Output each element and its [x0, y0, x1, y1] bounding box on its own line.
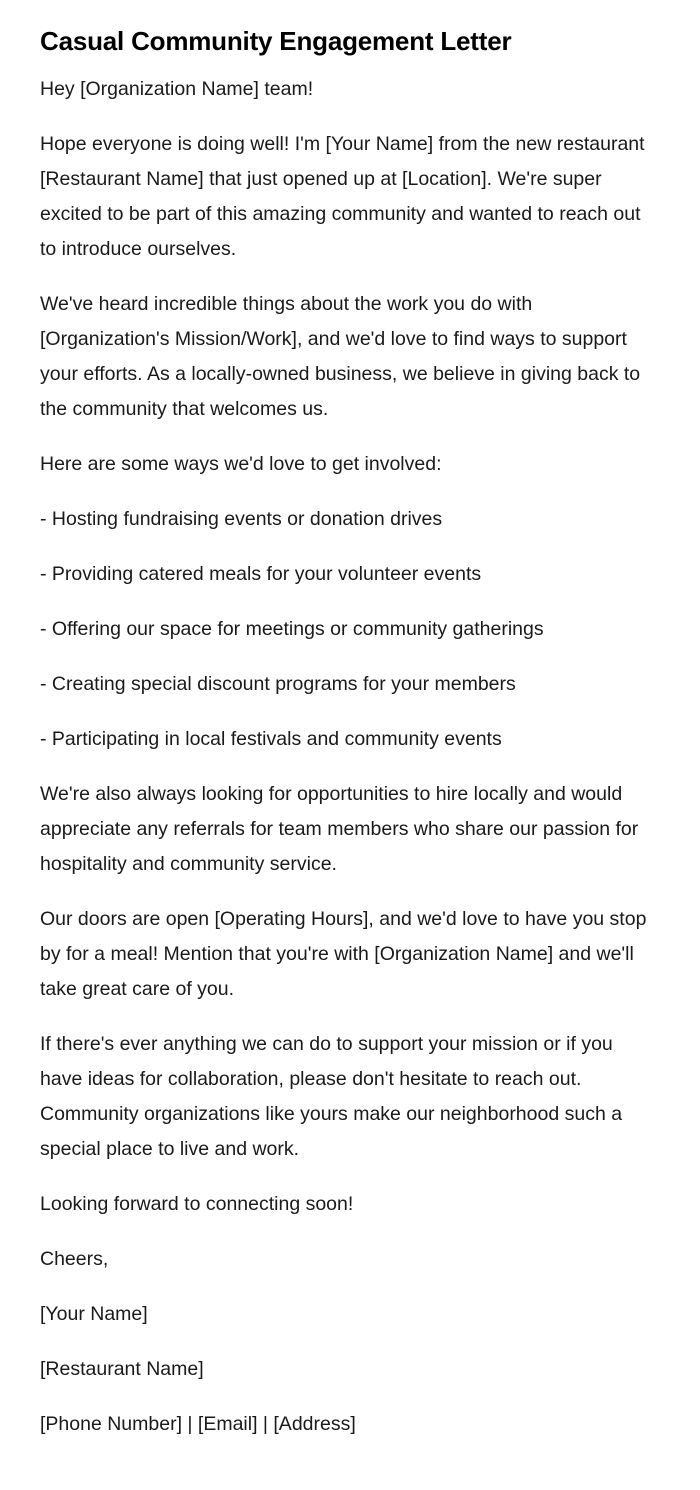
- list-item: - Providing catered meals for your volunteer events: [40, 563, 482, 585]
- collaboration-paragraph: If there's ever anything we can do to support your mission or if you have ideas for collaboration, please don't hesitate to reach out. Community organizations like yours make our neighborhood such a special place to live and work.: [40, 1033, 623, 1160]
- signoff: Cheers,: [40, 1248, 109, 1270]
- mission-paragraph: We've heard incredible things about the work you do with [Organization's Mission/Work], and we'd love to find ways to support your efforts. As a locally-owned business, we believe in giving back to the community that welcomes us.: [40, 293, 641, 420]
- signature-name: [Your Name]: [40, 1303, 148, 1325]
- signature-contact: [Phone Number] | [Email] | [Address]: [40, 1413, 356, 1435]
- intro-paragraph: Hope everyone is doing well! I'm [Your Name] from the new restaurant [Restaurant Name] that just opened up at [Location]. We're super excited to be part of this amazing community and wanted to reach out to introduce ourselves.: [40, 133, 645, 260]
- list-item: - Creating special discount programs for your members: [40, 673, 516, 695]
- hours-paragraph: Our doors are open [Operating Hours], and we'd love to have you stop by for a meal! Mention that you're with [Organization Name] and we'll take great care of you.: [40, 908, 647, 1000]
- letter-greeting: Hey [Organization Name] team!: [40, 78, 314, 100]
- hiring-paragraph: We're also always looking for opportunities to hire locally and would appreciate any referrals for team members who share our passion for hospitality and community service.: [40, 783, 639, 875]
- list-item: - Hosting fundraising events or donation drives: [40, 508, 443, 530]
- list-item: - Participating in local festivals and community events: [40, 728, 502, 750]
- list-item: - Offering our space for meetings or community gatherings: [40, 618, 544, 640]
- letter-title: Casual Community Engagement Letter: [40, 26, 512, 56]
- signature-restaurant: [Restaurant Name]: [40, 1358, 204, 1380]
- involvement-intro: Here are some ways we'd love to get involved:: [40, 453, 442, 475]
- looking-forward-paragraph: Looking forward to connecting soon!: [40, 1193, 354, 1215]
